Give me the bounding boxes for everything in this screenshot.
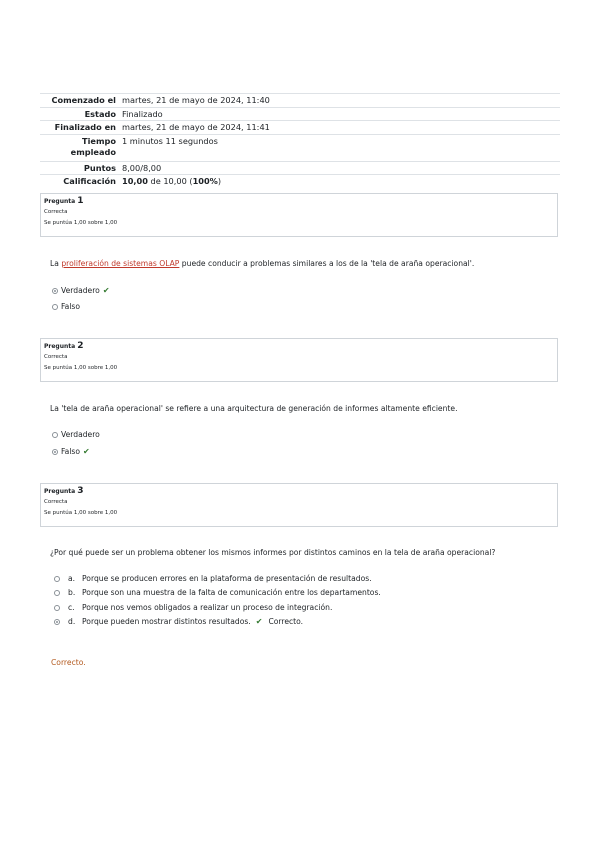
summary-label: Estado — [40, 107, 122, 121]
option-label: Falso — [61, 302, 81, 311]
summary-row-time — [40, 134, 560, 161]
question-number-value: 1 — [77, 196, 84, 206]
radio-icon[interactable] — [54, 576, 60, 582]
summary-row-grade — [40, 175, 560, 188]
summary-value: Finalizado — [122, 107, 560, 121]
question-prefix: Pregunta — [44, 488, 76, 495]
question-text-1 — [50, 259, 474, 268]
check-icon: ✔ — [102, 286, 110, 295]
radio-selected-icon[interactable] — [52, 449, 58, 455]
summary-label: Tiempo empleado — [40, 134, 122, 161]
q3-option-d[interactable] — [54, 617, 303, 626]
radio-selected-icon[interactable] — [54, 619, 60, 625]
summary-value: 8,00/8,00 — [122, 161, 560, 175]
option-label: Porque son una muestra de la falta de comunicación entre los departamentos. — [82, 588, 381, 597]
summary-row-finished — [40, 121, 560, 135]
q2-option-true[interactable] — [52, 430, 100, 439]
option-label: Porque se producen errores en la plataforma de presentación de resultados. — [82, 574, 372, 583]
attempt-summary-table — [40, 93, 560, 188]
check-icon: ✔ — [83, 447, 90, 456]
q2-option-false[interactable] — [52, 447, 90, 456]
summary-label: Calificación — [40, 175, 122, 188]
grade-mid: de 10,00 ( — [147, 176, 193, 186]
summary-label: Puntos — [40, 161, 122, 175]
q3-option-b[interactable] — [54, 588, 381, 597]
feedback-text: Correcto. — [51, 658, 86, 667]
q3-option-c[interactable] — [54, 603, 332, 612]
radio-icon[interactable] — [54, 590, 60, 596]
grade-value: 10,00 — [122, 176, 148, 186]
summary-value: martes, 21 de mayo de 2024, 11:41 — [122, 121, 560, 135]
question-prefix: Pregunta — [44, 343, 76, 350]
summary-value: 1 minutos 11 segundos — [122, 134, 560, 161]
option-label: Porque nos vemos obligados a realizar un proceso de integración. — [82, 603, 333, 612]
question-status: Correcta — [44, 499, 68, 505]
question-text-pre: La — [50, 259, 62, 268]
grade-percent: 100% — [192, 176, 218, 186]
summary-value: martes, 21 de mayo de 2024, 11:40 — [122, 94, 560, 108]
summary-row-points — [40, 161, 560, 175]
summary-label: Comenzado el — [40, 94, 122, 108]
question-info-box-2 — [40, 338, 558, 382]
option-letter: c. — [68, 603, 75, 612]
radio-icon[interactable] — [54, 605, 60, 611]
question-prefix: Pregunta — [44, 198, 76, 205]
q1-option-true[interactable] — [52, 286, 110, 295]
summary-value — [122, 175, 560, 188]
option-label: Falso — [61, 447, 81, 456]
check-icon: ✔ — [255, 617, 263, 626]
grade-end: ) — [217, 176, 222, 186]
question-text-2: La 'tela de araña operacional' se refiere a una arquitectura de generación de informes altamente eficiente. — [50, 404, 458, 413]
radio-icon[interactable] — [52, 432, 58, 438]
question-score: Se puntúa 1,00 sobre 1,00 — [44, 220, 118, 226]
question-number-value: 3 — [77, 486, 84, 496]
option-letter: d. — [68, 617, 76, 626]
question-info-box-1 — [40, 193, 558, 237]
option-label: Verdadero — [61, 430, 100, 439]
option-letter: b. — [68, 588, 76, 597]
correct-note: Correcto. — [268, 617, 304, 626]
radio-selected-icon[interactable] — [52, 288, 58, 294]
q1-option-false[interactable] — [52, 302, 80, 311]
question-number — [44, 486, 554, 497]
question-info-box-3 — [40, 483, 558, 527]
question-score: Se puntúa 1,00 sobre 1,00 — [44, 365, 118, 371]
summary-row-state — [40, 107, 560, 121]
question-number — [44, 341, 554, 352]
summary-label: Finalizado en — [40, 121, 122, 135]
summary-row-started — [40, 94, 560, 108]
radio-icon[interactable] — [52, 304, 58, 310]
question-number — [44, 196, 554, 207]
option-label: Verdadero — [61, 286, 100, 295]
question-text-post: puede conducir a problemas similares a los de la 'tela de araña operacional'. — [179, 259, 475, 268]
question-number-value: 2 — [77, 341, 84, 351]
glossary-link[interactable]: proliferación de sistemas OLAP — [61, 259, 180, 268]
question-status: Correcta — [44, 354, 68, 360]
q3-option-a[interactable] — [54, 574, 372, 583]
question-score: Se puntúa 1,00 sobre 1,00 — [44, 510, 118, 516]
option-letter: a. — [68, 574, 76, 583]
question-status: Correcta — [44, 209, 68, 215]
question-text-3: ¿Por qué puede ser un problema obtener los mismos informes por distintos caminos en la tela de araña operacional? — [50, 548, 496, 557]
option-label: Porque pueden mostrar distintos resultados. — [82, 617, 251, 626]
